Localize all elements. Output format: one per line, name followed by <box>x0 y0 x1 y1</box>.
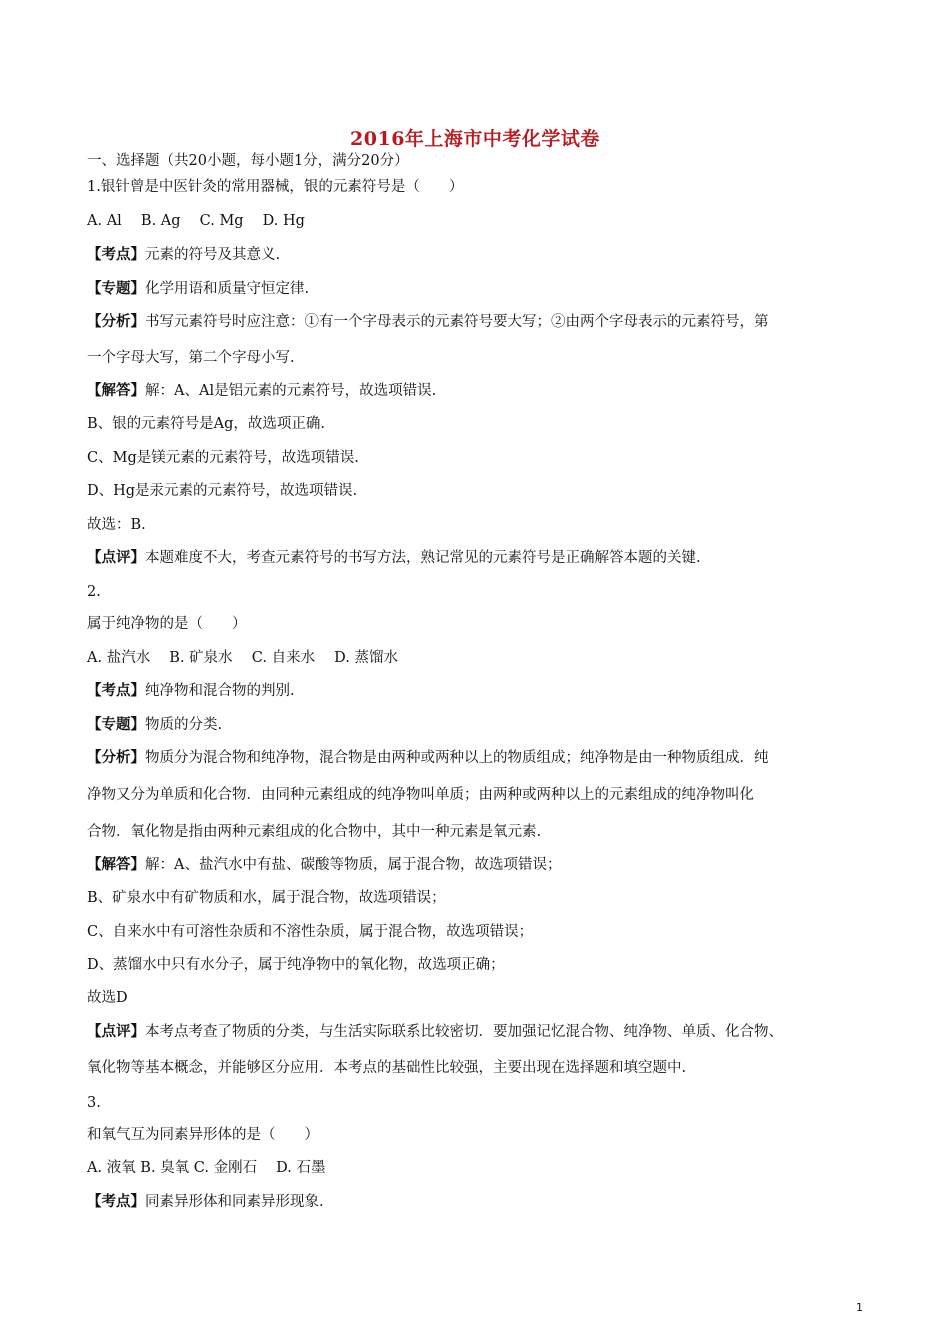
q1-answer: 故选：B. <box>87 517 146 533</box>
q2-jieda-c: C、自来水中有可溶性杂质和不溶性杂质，属于混合物，故选项错误； <box>87 924 534 940</box>
q2-dianping-cont: 氧化物等基本概念，并能够区分应用．本考点的基础性比较强，主要出现在选择题和填空题中. <box>87 1060 687 1076</box>
q1-jieda <box>87 382 436 400</box>
q2-zhuanti <box>87 716 222 734</box>
fenxi-tag: 【分析】 <box>87 313 145 330</box>
kaodian-tag: 【考点】 <box>87 682 145 699</box>
kaodian-tag: 【考点】 <box>87 1193 145 1210</box>
jieda-tag: 【解答】 <box>87 382 145 399</box>
q1-zhuanti <box>87 280 309 298</box>
q1-fenxi-cont: 一个字母大写，第二个字母小写. <box>87 350 295 366</box>
zhuanti-tag: 【专题】 <box>87 280 145 297</box>
page-title: 2016年上海市中考化学试卷 <box>350 128 600 150</box>
q3-options: A. 液氧 B. 臭氧 C. 金刚石 D. 石墨 <box>87 1160 326 1176</box>
q1-dianping <box>87 549 701 567</box>
q1-options: A. Al B. Ag C. Mg D. Hg <box>87 213 305 229</box>
zhuanti-text: 物质的分类. <box>145 717 223 733</box>
dianping-tag: 【点评】 <box>87 1023 145 1040</box>
q2-dianping <box>87 1023 783 1041</box>
jieda-text: 解：A、Al是铝元素的元素符号，故选项错误. <box>145 383 437 399</box>
q2-fenxi <box>87 749 769 767</box>
jieda-tag: 【解答】 <box>87 856 145 873</box>
q3-number: 3. <box>87 1095 101 1111</box>
q1-kaodian <box>87 246 280 264</box>
kaodian-tag: 【考点】 <box>87 246 145 263</box>
q1-jieda-b: B、银的元素符号是Ag，故选项正确. <box>87 416 326 432</box>
q3-kaodian <box>87 1193 324 1211</box>
zhuanti-tag: 【专题】 <box>87 716 145 733</box>
page-number: 1 <box>856 1301 863 1314</box>
q2-jieda-b: B、矿泉水中有矿物质和水，属于混合物，故选项错误； <box>87 890 446 906</box>
q2-jieda <box>87 856 561 874</box>
fenxi-text: 书写元素符号时应注意：①有一个字母表示的元素符号要大写；②由两个字母表示的元素符号，第 <box>145 314 769 330</box>
q1-jieda-d: D、Hg是汞元素的元素符号，故选项错误. <box>87 483 358 499</box>
dianping-tag: 【点评】 <box>87 549 145 566</box>
kaodian-text: 纯净物和混合物的判别. <box>145 683 295 699</box>
q2-stem: 属于纯净物的是（ ） <box>87 616 247 632</box>
section-heading: 一、选择题（共20小题，每小题1分，满分20分） <box>87 153 409 169</box>
jieda-text: 解：A、盐汽水中有盐、碳酸等物质，属于混合物，故选项错误； <box>145 857 562 873</box>
q2-jieda-d: D、蒸馏水中只有水分子，属于纯净物中的氧化物，故选项正确； <box>87 957 505 973</box>
q2-fenxi-cont-2: 合物．氧化物是指由两种元素组成的化合物中，其中一种元素是氧元素. <box>87 824 542 840</box>
zhuanti-text: 化学用语和质量守恒定律. <box>145 281 310 297</box>
q2-fenxi-cont-1: 净物又分为单质和化合物．由同种元素组成的纯净物叫单质；由两种或两种以上的元素组成的纯净物叫化 <box>87 787 754 803</box>
dianping-text: 本考点考查了物质的分类，与生活实际联系比较密切．要加强记忆混合物、纯净物、单质、化合物、 <box>145 1024 783 1040</box>
q1-jieda-c: C、Mg是镁元素的元素符号，故选项错误. <box>87 450 359 466</box>
q2-answer: 故选D <box>87 990 128 1006</box>
kaodian-text: 元素的符号及其意义. <box>145 247 281 263</box>
q2-number: 2. <box>87 584 101 600</box>
q1-stem: 1.银针曾是中医针灸的常用器械，银的元素符号是（ ） <box>87 179 464 195</box>
fenxi-text: 物质分为混合物和纯净物，混合物是由两种或两种以上的物质组成；纯净物是由一种物质组成．纯 <box>145 750 769 766</box>
q1-fenxi <box>87 313 769 331</box>
q2-options: A. 盐汽水 B. 矿泉水 C. 自来水 D. 蒸馏水 <box>87 650 399 666</box>
q2-kaodian <box>87 682 295 700</box>
q3-stem: 和氧气互为同素异形体的是（ ） <box>87 1127 319 1143</box>
fenxi-tag: 【分析】 <box>87 749 145 766</box>
kaodian-text: 同素异形体和同素异形现象. <box>145 1194 324 1210</box>
dianping-text: 本题难度不大，考查元素符号的书写方法，熟记常见的元素符号是正确解答本题的关键. <box>145 550 701 566</box>
